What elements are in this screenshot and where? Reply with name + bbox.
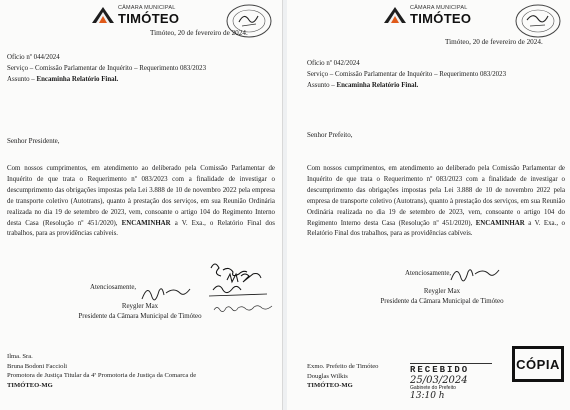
- oficio-number: Ofício nº 042/2024: [307, 60, 360, 67]
- received-stamp-date: 25/03/2024: [410, 375, 468, 386]
- assunto-value: Encaminha Relatório Final.: [336, 82, 419, 89]
- closing: Atenciosamente,: [405, 270, 452, 277]
- logo-line2: TIMÓTEO: [118, 10, 180, 26]
- signer-name: Reygler Max: [423, 288, 461, 295]
- salutation: Senhor Presidente,: [7, 137, 60, 145]
- logo-line2: TIMÓTEO: [410, 10, 472, 26]
- body-bold: ENCAMINHAR: [475, 219, 525, 227]
- salutation: Senhor Prefeito,: [307, 131, 353, 139]
- oficio-number: Ofício nº 044/2024: [7, 54, 60, 61]
- recipient-line3: TIMÓTEO-MG: [307, 382, 353, 389]
- signer-name: Reygler Max: [121, 303, 159, 310]
- logo-line1: CÂMARA MUNICIPAL: [118, 5, 176, 11]
- assunto-line: [307, 80, 567, 91]
- camara-logo: [92, 6, 179, 25]
- recipient-line3: Promotora de Justiça Titular da 4ª Promotoria de Justiça da Comarca de: [7, 372, 197, 379]
- signature-block: [347, 269, 537, 307]
- received-stamp: [410, 363, 492, 408]
- recipient-line1: Ilma. Sra.: [7, 353, 33, 360]
- copy-stamp: CÓPIA: [512, 346, 564, 382]
- letter-body: [7, 164, 275, 240]
- assunto-line: [7, 74, 277, 85]
- servico-line: Serviço – Comissão Parlamentar de Inquérito – Requerimento 083/2023: [7, 65, 207, 72]
- mountain-logo-icon: [384, 7, 406, 23]
- handwritten-receipt-note-icon: [205, 260, 275, 300]
- received-stamp-hour: 13:10 h: [410, 391, 445, 401]
- small-stamp-note-icon: [212, 302, 276, 316]
- letter-date: Timóteo, 20 de fevereiro de 2024.: [445, 38, 543, 46]
- servico-line: Serviço – Comissão Parlamentar de Inquérito – Requerimento 083/2023: [307, 71, 507, 78]
- recipient-block: [307, 362, 407, 391]
- assunto-label: Assunto –: [307, 82, 335, 89]
- camara-logo: [384, 6, 471, 25]
- letter-body: [307, 164, 565, 240]
- body-end: a V. Exa., o Relatório Final dos trabalhos, para as providências cabíveis.: [307, 219, 565, 238]
- letter-page-left: [0, 0, 282, 410]
- letter-header-fields: [307, 58, 567, 91]
- body-main: Com nossos cumprimentos, em atendimento ao deliberado pela Comissão Parlamentar de Inquérito de que trata o Requerimento nº 083/2023 com a finalidade de investigar o descumprimento das obrigações impostas pela Lei 3.888 de 10 de novembro 2022 pela empresa de transporte coletivo (Autotrans), quanto à prestação dos serviços, em sua Reunião Ordinária realizada no dia 19 de setembro de 2023, vem, consoante o artigo 104 do Regimento Interno desta Casa (Resolução nº 451/2020),: [307, 165, 565, 227]
- body-main: Com nossos cumprimentos, em atendimento ao deliberado pela Comissão Parlamentar de Inquérito de que trata o Requerimento nº 083/2023 com a finalidade de investigar o descumprimento das obrigações impostas pela Lei 3.888 de 10 de novembro 2022 pela empresa de transporte coletivo (Autotrans), quanto à prestação dos serviços, em sua Reunião Ordinária realizada no dia 19 de setembro de 2023, vem, consoante o artigo 104 do Regimento Interno desta Casa (Resolução nº 451/2020),: [7, 165, 275, 227]
- letter-date: Timóteo, 20 de fevereiro de 2024.: [150, 29, 248, 37]
- body-end: a V. Exa., o Relatório Final dos trabalhos, para as providências cabíveis.: [7, 219, 275, 238]
- mountain-logo-icon: [92, 7, 114, 23]
- assunto-value: Encaminha Relatório Final.: [36, 76, 119, 83]
- handwritten-signature-icon: [447, 262, 507, 286]
- recipient-block: [7, 352, 282, 390]
- letter-header-fields: [7, 52, 277, 85]
- recipient-line4: TIMÓTEO-MG: [7, 381, 53, 389]
- received-stamp-sub: Gabinete do Prefeito: [410, 385, 456, 391]
- protocol-stamp-icon: [513, 2, 563, 40]
- closing: Atenciosamente,: [90, 284, 137, 291]
- recipient-line2: Bruna Bodoni Faccioli: [7, 362, 68, 370]
- received-stamp-title: RECEBIDO: [410, 365, 470, 375]
- body-bold: ENCAMINHAR: [121, 219, 171, 227]
- handwritten-signature-icon: [138, 281, 198, 305]
- recipient-line2: Douglas Wilkis: [307, 372, 348, 380]
- logo-line1: CÂMARA MUNICIPAL: [410, 5, 468, 11]
- signer-title: Presidente da Câmara Municipal de Timóteo: [380, 298, 504, 305]
- recipient-line1: Exmo. Prefeito de Timóteo: [307, 363, 379, 370]
- letter-page-right: [287, 0, 570, 410]
- signer-title: Presidente da Câmara Municipal de Timóteo: [78, 313, 202, 320]
- assunto-label: Assunto –: [7, 76, 35, 83]
